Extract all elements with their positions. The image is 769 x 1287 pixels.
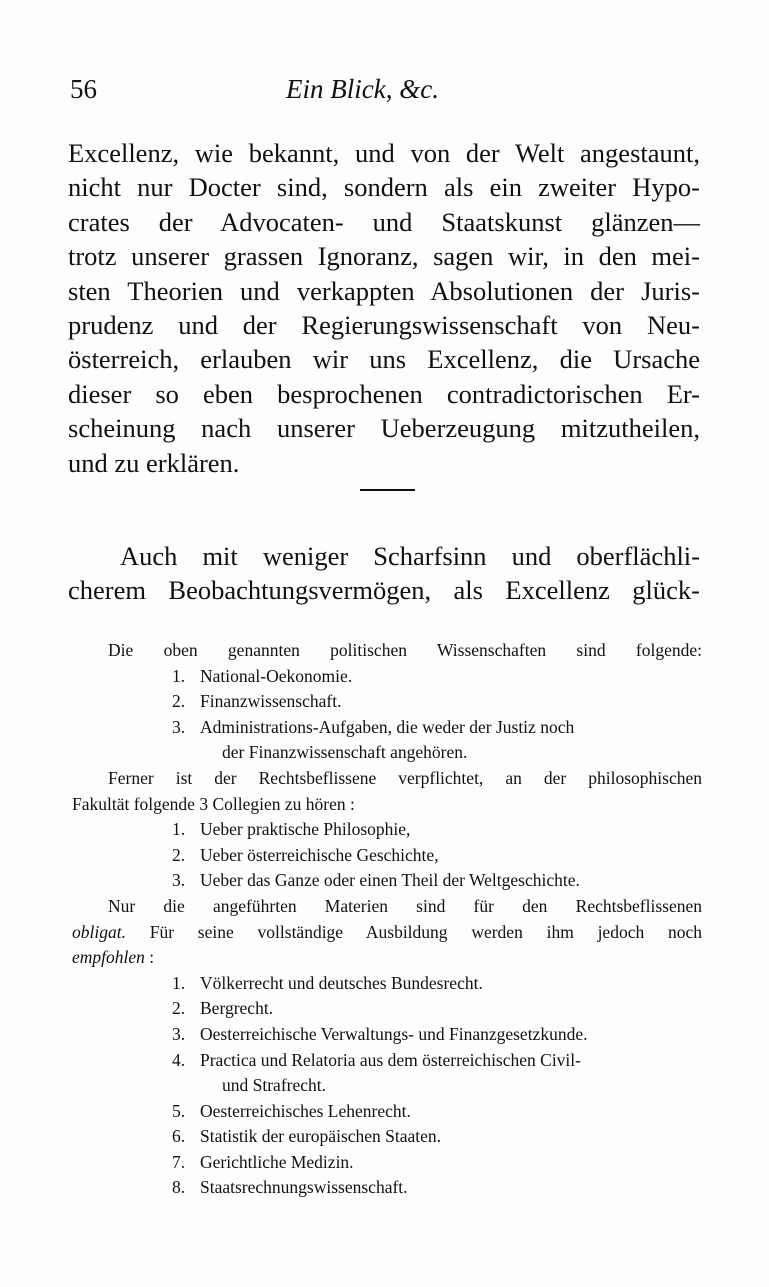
list-item: 8. Staatsrechnungswissenschaft. <box>172 1177 408 1198</box>
list-item: 2. Ueber österreichische Geschichte, <box>172 844 439 865</box>
page-header <box>70 74 700 110</box>
list-item: 1. National-Oekonomie. <box>172 665 353 686</box>
text-line: crates der Advocaten- und Staatskunst glänzen— <box>68 206 700 237</box>
page-number: 56 <box>70 74 97 104</box>
text-line: scheinung nach unserer Ueberzeugung mitzutheilen, <box>68 413 700 444</box>
list-item: 3. Oesterreichische Verwaltungs- und Finanzgesetzkunde. <box>172 1023 588 1044</box>
list-item: 1. Völkerrecht und deutsches Bundesrecht. <box>172 972 483 993</box>
emphasis-obligat: obligat. <box>72 921 126 942</box>
text-line: nicht nur Docter sind, sondern als ein zweiter Hypo- <box>68 172 700 203</box>
section-divider <box>360 489 415 491</box>
text-line: dieser so eben besprochenen contradictorischen Er- <box>68 378 700 409</box>
footnote-intro: Die oben genannten politischen Wissenschaften sind folgende: <box>108 640 702 660</box>
list-item: 2. Bergrecht. <box>172 998 274 1019</box>
list-item-continuation: der Finanzwissenschaft angehören. <box>222 742 468 763</box>
footnote <box>72 638 702 1201</box>
footnote-text-line: Ferner ist der Rechtsbeflissene verpflichtet, an der philosophischen <box>108 767 702 788</box>
text-line: und zu erklären. <box>68 447 240 478</box>
list-item: 6. Statistik der europäischen Staaten. <box>172 1126 442 1147</box>
paragraph-2 <box>68 539 700 608</box>
footnote-text-line: obligat. Für seine vollständige Ausbildung werden ihm jedoch noch <box>72 921 702 942</box>
paragraph-1 <box>68 136 700 480</box>
text-line: Excellenz, wie bekannt, und von der Welt angestaunt, <box>68 138 700 168</box>
list-item-continuation: und Strafrecht. <box>222 1075 326 1096</box>
list-item: 4. Practica und Relatoria aus dem österreichischen Civil- <box>172 1049 581 1070</box>
list-item: 2. Finanzwissenschaft. <box>172 691 342 712</box>
list-item: 3. Ueber das Ganze oder einen Theil der Weltgeschichte. <box>172 870 580 891</box>
text-line: sten Theorien und verkappten Absolutionen der Juris- <box>68 275 700 306</box>
text-line: prudenz und der Regierungswissenschaft von Neu- <box>68 310 700 341</box>
list-item: 3. Administrations-Aufgaben, die weder der Justiz noch <box>172 716 575 737</box>
text-line: Auch mit weniger Scharfsinn und oberflächli- <box>120 541 700 571</box>
footnote-text-line: empfohlen : <box>72 947 155 968</box>
footnote-text-line: Fakultät folgende 3 Collegien zu hören : <box>72 793 355 814</box>
text-line: österreich, erlauben wir uns Excellenz, die Ursache <box>68 344 700 375</box>
list-item: 5. Oesterreichisches Lehenrecht. <box>172 1100 411 1121</box>
running-title: Ein Blick, &c. <box>286 74 439 104</box>
list-item: 1. Ueber praktische Philosophie, <box>172 819 411 840</box>
text-line: cherem Beobachtungsvermögen, als Excellenz glück- <box>68 575 700 606</box>
text-line: trotz unserer grassen Ignoranz, sagen wir, in den mei- <box>68 241 700 272</box>
emphasis-empfohlen: empfohlen <box>72 947 145 968</box>
footnote-text-line: Nur die angeführten Materien sind für den Rechtsbeflissenen <box>108 895 702 916</box>
list-item: 7. Gerichtliche Medizin. <box>172 1151 354 1172</box>
